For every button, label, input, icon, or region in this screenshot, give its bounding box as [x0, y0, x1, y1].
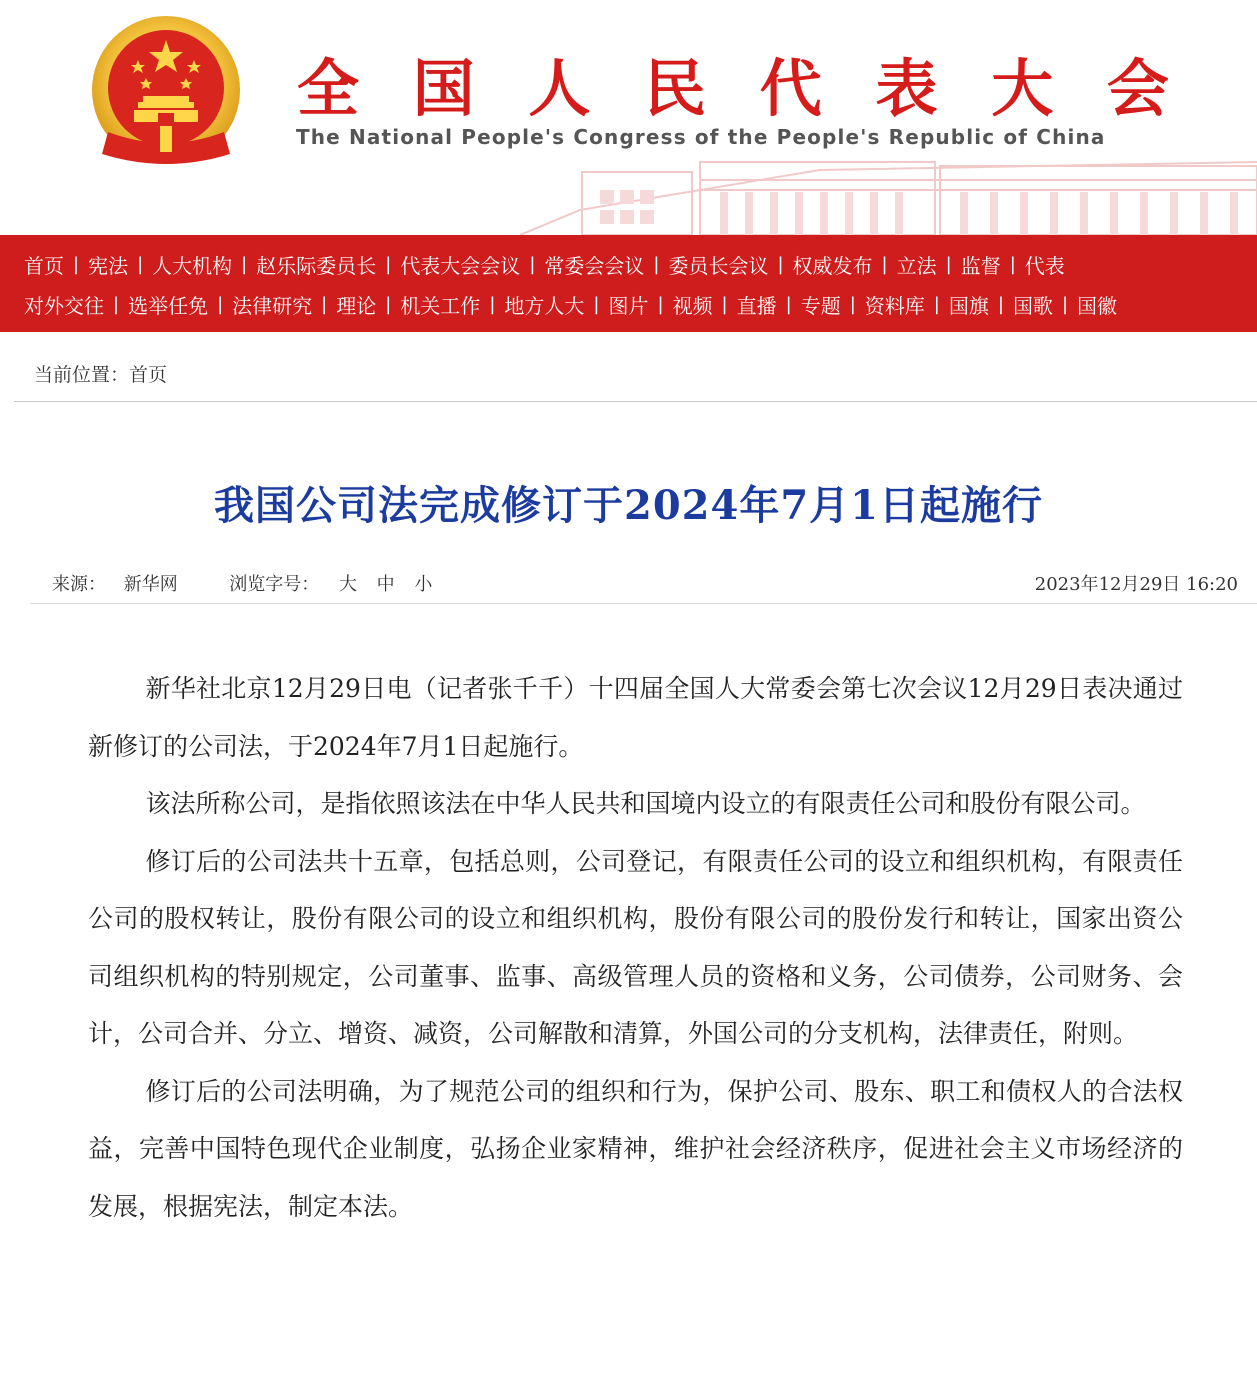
nav-separator: | — [881, 253, 888, 275]
title-char: 民 — [644, 52, 707, 125]
article-paragraph: 修订后的公司法明确，为了规范公司的组织和行为，保护公司、股东、职工和债权人的合法权益，完善中国特色现代企业制度，弘扬企业家精神，维护社会经济秩序，促进社会主义市场经济的发展，根据宪法，制定本法。 — [88, 1076, 1183, 1221]
nav-row-1 — [24, 249, 1065, 279]
breadcrumb-label: 当前位置： — [34, 364, 130, 386]
nav-separator: | — [997, 293, 1004, 315]
publish-date: 2023年12月29日 16:20 — [1034, 574, 1238, 595]
nav-separator: | — [241, 253, 248, 275]
article-meta — [52, 570, 432, 596]
font-size-large-button[interactable]: 大 — [338, 574, 357, 595]
nav-row-2 — [24, 289, 1117, 319]
site-title-en: The National People's Congress of the People's Republic of China — [296, 125, 1106, 149]
font-size-small-button[interactable]: 小 — [414, 574, 433, 595]
nav-separator: | — [1061, 293, 1069, 315]
font-size-medium-button[interactable]: 中 — [376, 574, 395, 595]
title-char: 人 — [528, 52, 591, 125]
breadcrumb — [34, 360, 167, 387]
title-char: 国 — [412, 52, 475, 125]
nav-separator: | — [933, 293, 940, 315]
nav-item-congress-sessions[interactable]: 代表大会会议 — [400, 253, 521, 278]
title-char: 大 — [991, 52, 1054, 125]
nav-separator: | — [385, 293, 392, 315]
great-hall-illustration — [520, 150, 1257, 235]
nav-item-chairmen-council[interactable]: 委员长会议 — [668, 253, 769, 278]
nav-item-elections[interactable]: 选举任免 — [128, 293, 209, 318]
nav-separator: | — [945, 253, 952, 275]
nav-item-organ-work[interactable]: 机关工作 — [400, 293, 481, 318]
nav-item-supervision[interactable]: 监督 — [960, 253, 1001, 278]
nav-item-flag[interactable]: 国旗 — [948, 293, 989, 318]
nav-item-topics[interactable]: 专题 — [800, 293, 841, 318]
meta-divider — [30, 603, 1257, 604]
nav-separator: | — [137, 253, 144, 275]
title-char: 全 — [296, 52, 359, 125]
nav-separator: | — [653, 253, 660, 275]
title-char: 表 — [875, 52, 938, 125]
nav-item-foreign-affairs[interactable]: 对外交往 — [24, 293, 104, 318]
nav-item-legal-research[interactable]: 法律研究 — [232, 293, 313, 318]
nav-item-anthem[interactable]: 国歌 — [1012, 293, 1053, 318]
nav-separator: | — [721, 293, 728, 315]
nav-separator: | — [777, 253, 784, 275]
title-char: 会 — [1106, 52, 1169, 125]
breadcrumb-divider — [14, 401, 1257, 402]
nav-separator: | — [593, 293, 600, 315]
nav-separator: | — [785, 293, 792, 315]
nav-separator: | — [849, 293, 856, 315]
nav-item-releases[interactable]: 权威发布 — [792, 253, 873, 278]
breadcrumb-home-link[interactable]: 首页 — [129, 364, 168, 386]
source-label: 来源： — [52, 574, 106, 595]
article-paragraph: 该法所称公司，是指依照该法在中华人民共和国境内设立的有限责任公司和股份有限公司。 — [145, 789, 1146, 818]
nav-separator: | — [657, 293, 664, 315]
nav-item-npc-organs[interactable]: 人大机构 — [152, 253, 233, 278]
nav-item-standing-committee[interactable]: 常委会会议 — [544, 253, 645, 278]
nav-item-live[interactable]: 直播 — [736, 293, 777, 318]
nav-item-deputies[interactable]: 代表 — [1024, 253, 1065, 278]
national-emblem-icon[interactable] — [88, 14, 244, 174]
source-value: 新华网 — [123, 574, 178, 595]
article-paragraph: 修订后的公司法共十五章，包括总则，公司登记，有限责任公司的设立和组织机构，有限责任公司的股权转让，股份有限公司的设立和组织机构，股份有限公司的股份发行和转让，国家出资公司组织机构的特别规定，公司董事、监事、高级管理人员的资格和义务，公司债券，公司财务、会计，公司合并、分立、增资、减资，公司解散和清算，外国公司的分支机构，法律责任，附则。 — [88, 846, 1183, 1048]
article-title: 我国公司法完成修订于2024年7月1日起施行 — [214, 482, 1043, 529]
nav-separator: | — [217, 293, 224, 315]
nav-item-local-npc[interactable]: 地方人大 — [504, 293, 585, 318]
site-title-cn — [293, 46, 1173, 125]
nav-separator: | — [321, 293, 328, 315]
nav-item-chairman[interactable]: 赵乐际委员长 — [256, 253, 377, 278]
nav-item-legislation[interactable]: 立法 — [896, 253, 937, 278]
nav-separator: | — [385, 253, 392, 275]
nav-separator: | — [73, 253, 80, 275]
nav-item-home[interactable]: 首页 — [24, 253, 64, 278]
nav-item-theory[interactable]: 理论 — [336, 293, 377, 318]
nav-item-database[interactable]: 资料库 — [864, 293, 925, 318]
nav-item-pictures[interactable]: 图片 — [608, 293, 649, 318]
nav-separator: | — [529, 253, 536, 275]
nav-item-emblem[interactable]: 国徽 — [1077, 293, 1118, 318]
nav-separator: | — [1009, 253, 1016, 275]
nav-separator: | — [489, 293, 496, 315]
site-header — [0, 0, 1257, 235]
nav-separator: | — [113, 293, 120, 315]
title-char: 代 — [759, 52, 822, 125]
article-paragraph: 新华社北京12月29日电（记者张千千）十四届全国人大常委会第七次会议12月29日表决通过新修订的公司法，于2024年7月1日起施行。 — [88, 674, 1183, 761]
font-size-label: 浏览字号： — [229, 574, 320, 595]
nav-item-constitution[interactable]: 宪法 — [88, 253, 129, 278]
article-body — [88, 660, 1183, 1235]
nav-item-videos[interactable]: 视频 — [672, 293, 713, 318]
